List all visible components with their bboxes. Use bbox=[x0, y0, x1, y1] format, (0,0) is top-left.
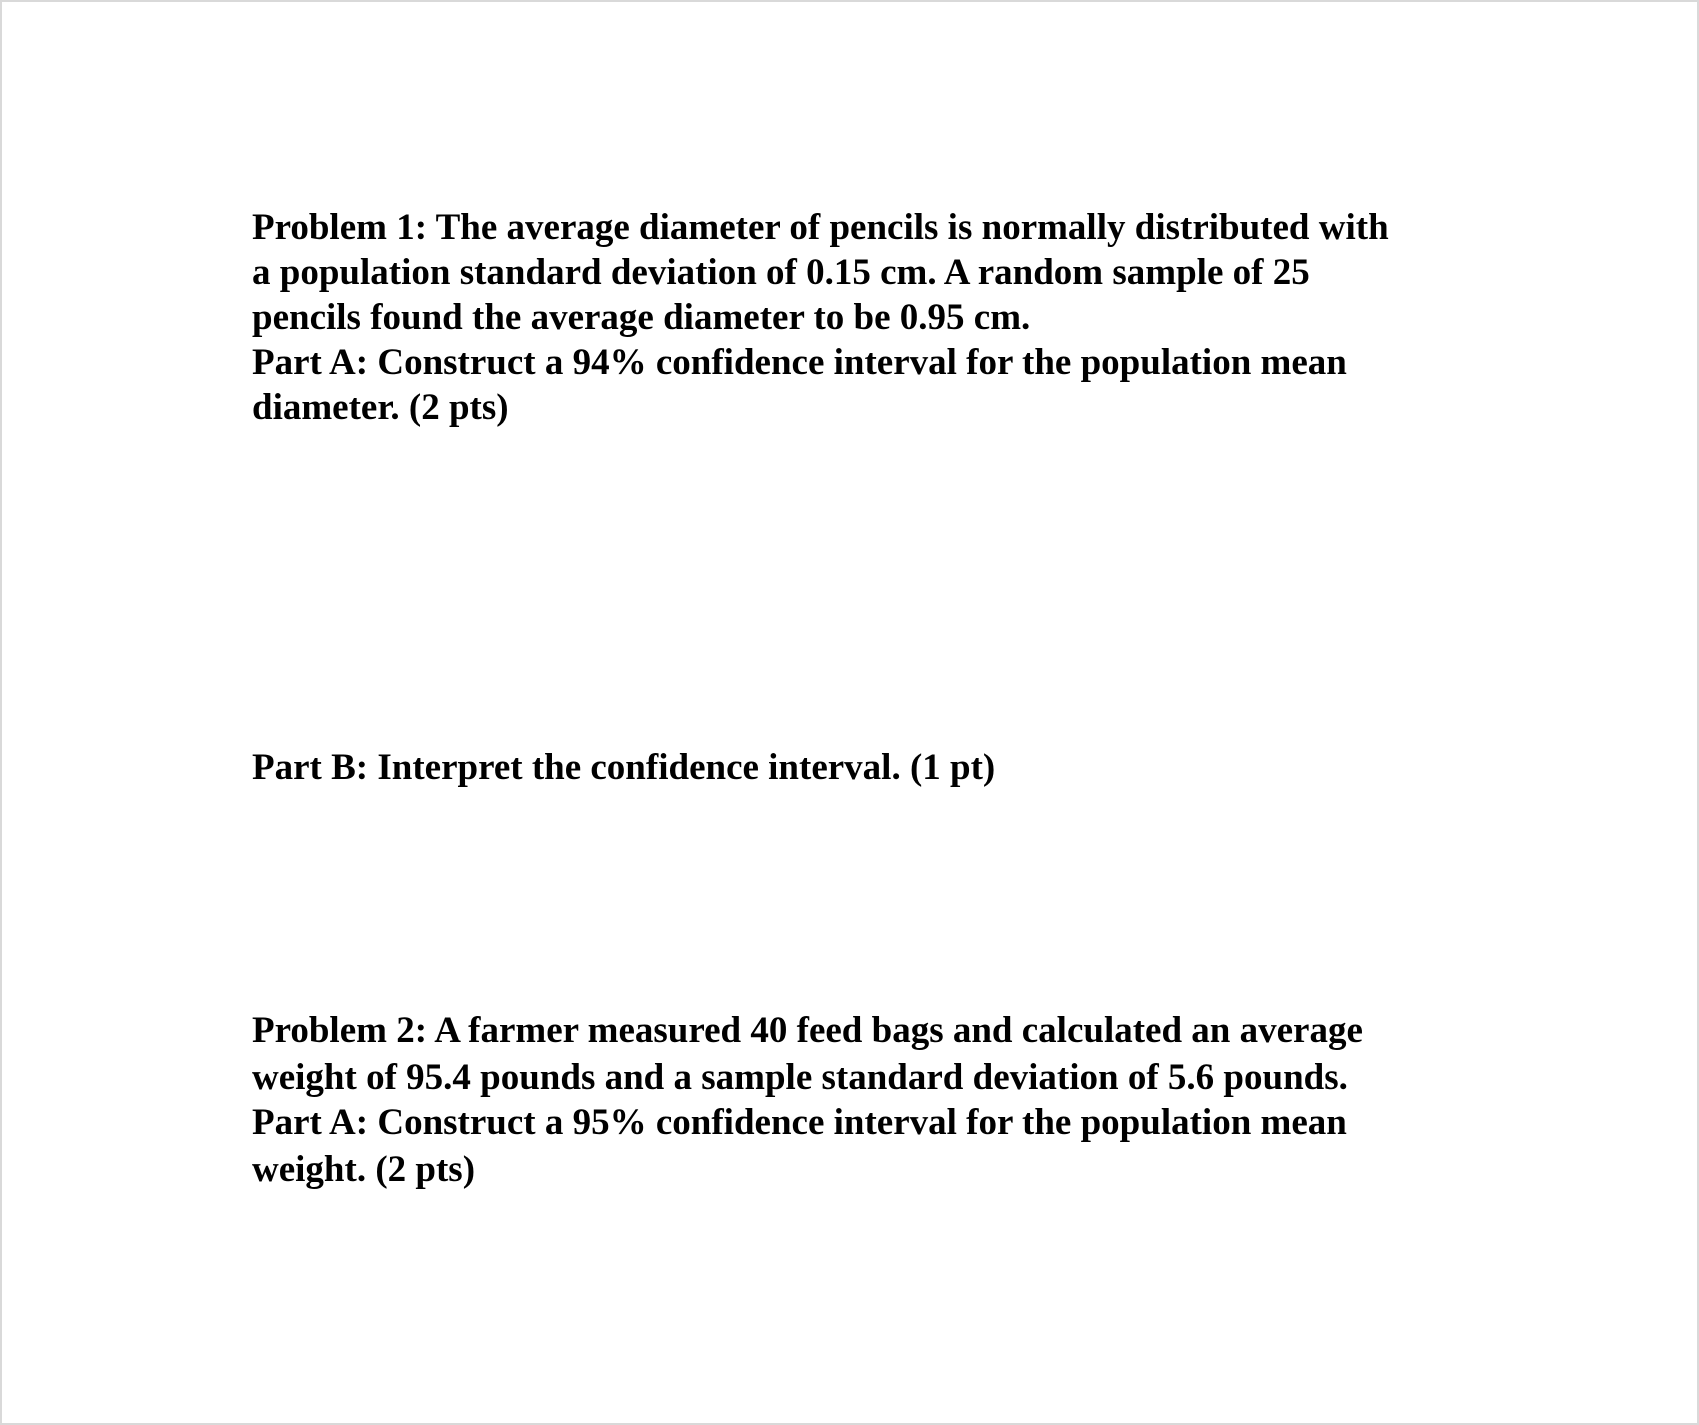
problem1-line-2: a population standard deviation of 0.15 cm. A random sample of 25 bbox=[252, 252, 1310, 293]
problem1-part-a-line-1: Part A: Construct a 94% confidence interval for the population mean bbox=[252, 342, 1347, 383]
problem2-line-1: Problem 2: A farmer measured 40 feed bags and calculated an average bbox=[252, 1010, 1363, 1051]
problem1-part-a-line-2: diameter. (2 pts) bbox=[252, 387, 509, 428]
problem1-part-b: Part B: Interpret the confidence interval. (1 pt) bbox=[252, 747, 996, 788]
problem2-part-a-line-2: weight. (2 pts) bbox=[252, 1149, 476, 1190]
problem2-part-a-line-1: Part A: Construct a 95% confidence interval for the population mean bbox=[252, 1102, 1347, 1143]
problem1-line-1: Problem 1: The average diameter of pencils is normally distributed with bbox=[252, 207, 1389, 248]
problem2-line-2: weight of 95.4 pounds and a sample standard deviation of 5.6 pounds. bbox=[252, 1057, 1348, 1098]
problem1-line-3: pencils found the average diameter to be 0.95 cm. bbox=[252, 297, 1031, 338]
